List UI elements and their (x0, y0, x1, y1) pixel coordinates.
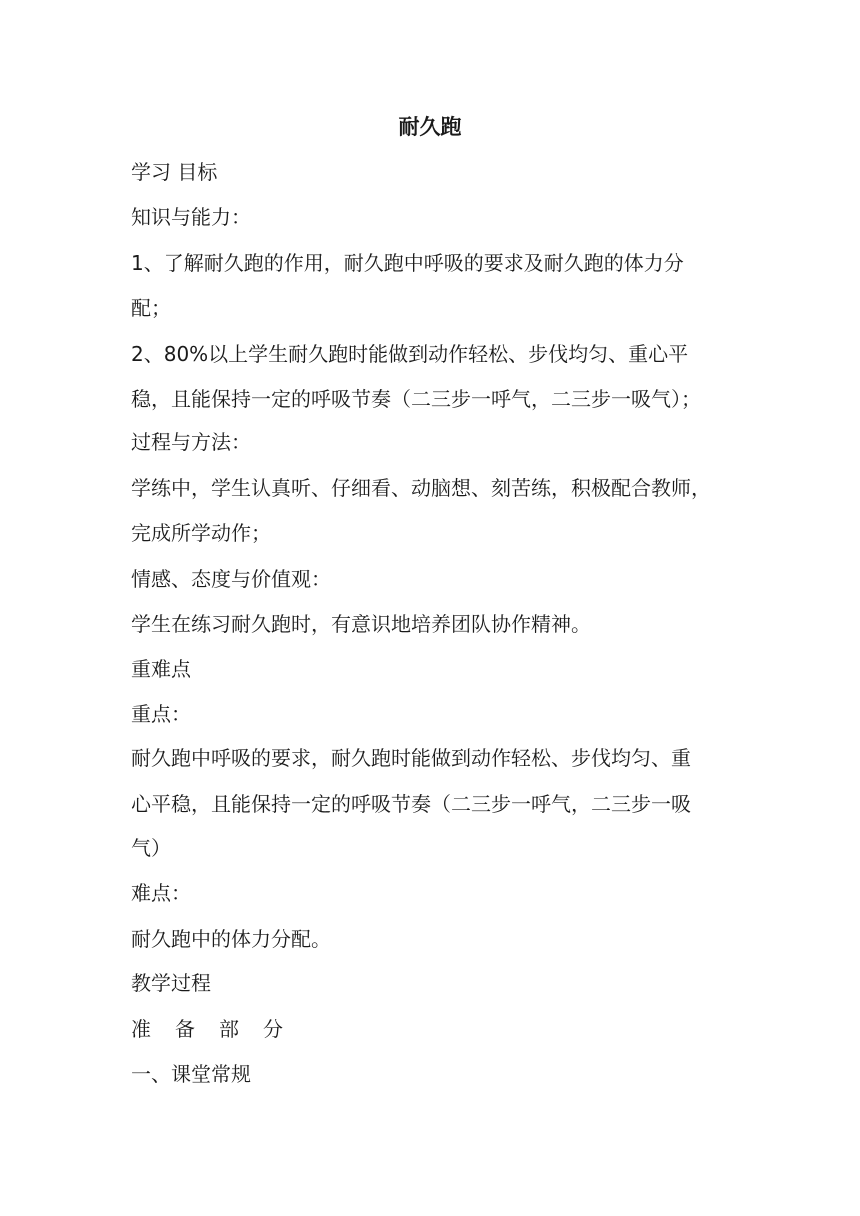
heading-char: 准 (131, 1017, 151, 1041)
paragraph-line: 稳，且能保持一定的呼吸节奏（二三步一呼气，二三步一吸气）； (131, 387, 701, 411)
subheading-key-points: 重点： (131, 702, 191, 726)
paragraph-line: 耐久跑中呼吸的要求，耐久跑时能做到动作轻松、步伐均匀、重 (131, 746, 691, 770)
paragraph-line: 配； (131, 296, 171, 320)
heading-char: 分 (263, 1017, 283, 1041)
heading-char: 备 (175, 1017, 195, 1041)
paragraph-line: 耐久跑中的体力分配。 (131, 927, 331, 951)
heading-learning-goals: 学习 目标 (131, 160, 218, 184)
paragraph-line: 气） (131, 836, 171, 860)
paragraph-line: 完成所学动作； (131, 521, 271, 545)
paragraph-line: 心平稳，且能保持一定的呼吸节奏（二三步一呼气，二三步一吸 (131, 792, 691, 816)
paragraph-line: 2、80%以上学生耐久跑时能做到动作轻松、步伐均匀、重心平 (131, 342, 689, 366)
paragraph-line: 学练中，学生认真听、仔细看、动脑想、刻苦练，积极配合教师， (131, 476, 711, 500)
heading-classroom-routine: 一、课堂常规 (131, 1062, 251, 1086)
heading-key-difficulties: 重难点 (131, 657, 191, 681)
heading-char: 部 (219, 1017, 239, 1041)
document-title: 耐久跑 (398, 115, 462, 139)
paragraph-line: 1、了解耐久跑的作用，耐久跑中呼吸的要求及耐久跑的体力分 (131, 251, 684, 275)
paragraph-line: 学生在练习耐久跑时，有意识地培养团队协作精神。 (131, 612, 591, 636)
heading-preparation-section (131, 1015, 307, 1043)
subheading-emotion-attitude-values: 情感、态度与价值观： (131, 567, 331, 591)
subheading-knowledge-ability: 知识与能力： (131, 205, 251, 229)
heading-teaching-process: 教学过程 (131, 971, 211, 995)
subheading-process-method: 过程与方法： (131, 430, 251, 454)
subheading-difficulties: 难点： (131, 881, 191, 905)
